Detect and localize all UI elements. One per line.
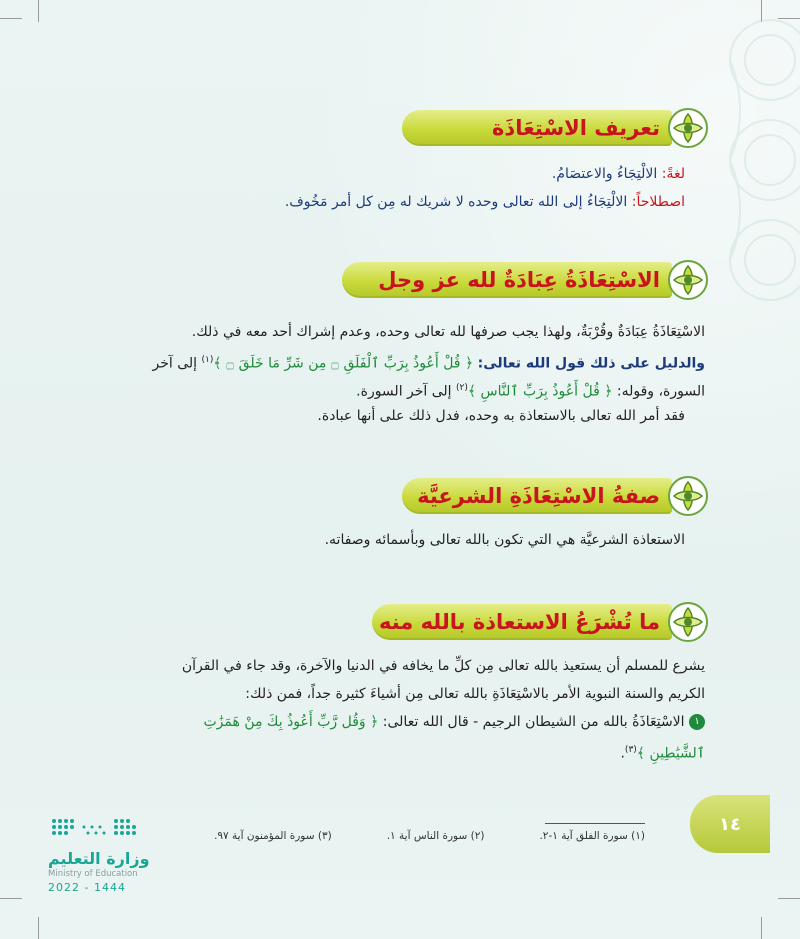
seek-refuge-line-1: يشرع للمسلم أن يستعيذ بالله تعالى مِن كلِّ ما يخافه في الدنيا والآخرة، وقد جاء في القرآن: [181, 658, 705, 674]
section-header-bar: [372, 604, 672, 640]
section-header-legal-form: [402, 476, 710, 516]
section-header-what-to-seek-refuge: [372, 602, 710, 642]
seek-refuge-item-1-cont: [620, 736, 705, 768]
ministry-name-en: Ministry of Education: [48, 869, 138, 879]
quran-verse: ٱلشَّيَٰطِينِ ﴾: [636, 745, 705, 762]
evidence-label: والدليل على ذلك قول الله تعالى:: [477, 355, 705, 372]
crop-mark: [0, 898, 22, 899]
page-number: ١٤: [690, 795, 770, 853]
section-header-bar: [402, 478, 672, 514]
section-header-bar: [342, 262, 672, 298]
worship-line-1: الاسْتِعَاذَةُ عِبَادَةٌ وقُرْبَةٌ، ولهذا يجب صرفها لله تعالى وحده، وعدم إشراك أحد معه في ذلك.: [191, 324, 705, 340]
definition-text: الالْتِجَاءُ والاعتصَامُ.: [551, 166, 662, 182]
definition-label: اصطلاحاً:: [631, 194, 685, 210]
item-end: .: [620, 745, 625, 762]
worship-tail: إلى آخر: [152, 355, 202, 372]
section-header-definition: [402, 108, 710, 148]
crop-mark: [761, 917, 762, 939]
footnote-separator: [545, 823, 645, 824]
definition-label: لغةً:: [661, 166, 685, 182]
footnote-ref: (٢): [456, 383, 468, 393]
definition-linguistic: [552, 160, 685, 188]
worship-line-3: [356, 374, 705, 406]
flower-emblem-icon: [666, 106, 710, 150]
worship-text: السورة، وقوله:: [612, 383, 705, 400]
crop-mark: [778, 898, 800, 899]
crop-mark: [38, 0, 39, 22]
section-title: ما تُشْرَعُ الاستعاذة بالله منه: [378, 610, 660, 634]
arabesque-ornament-icon: [680, 0, 800, 360]
item-text: الاسْتِعَاذَةُ بالله من الشيطان الرجيم - قال الله تعالى:: [378, 714, 689, 730]
definition-text: الالْتِجَاءُ إلى الله تعالى وحده لا شريك له مِن كل أمر مَخُوف.: [284, 194, 632, 210]
quran-verse: ﴿ وَقُل رَّبِّ أَعُوذُ بِكَ مِنْ هَمَزَٰتِ: [203, 714, 379, 730]
quran-verse: ﴿ قُلْ أَعُوذُ بِرَبِّ ٱلنَّاسِ ﴾: [467, 383, 613, 400]
crop-mark: [0, 18, 22, 19]
section-header-worship: [342, 260, 710, 300]
footnote: (٣) سورة المؤمنون آية ٩٧.: [214, 830, 332, 842]
footnote: (١) سورة الفلق آية ١-٢.: [539, 830, 645, 842]
flower-emblem-icon: [666, 474, 710, 518]
worship-line-2: [153, 346, 706, 378]
section-header-bar: [402, 110, 672, 146]
footnote: (٢) سورة الناس آية ١.: [386, 830, 485, 842]
flower-emblem-icon: [666, 600, 710, 644]
footnote-ref: (١): [201, 355, 214, 365]
edition-year: 2022 - 1444: [48, 881, 126, 894]
footnote-ref: (٣): [624, 745, 637, 755]
ministry-logo: [48, 815, 208, 894]
worship-line-4: فقد أمر الله تعالى بالاستعاذة به وحده، فدل ذلك على أنها عبادة.: [317, 408, 685, 424]
section-title: صفةُ الاسْتِعَاذَةِ الشرعيَّة: [417, 484, 660, 508]
legal-form-line: الاستعاذة الشرعيَّة هي التي تكون بالله تعالى وبأسمائه وصفاته.: [324, 532, 685, 548]
ministry-dots-logo-icon: [48, 815, 168, 839]
flower-emblem-icon: [666, 258, 710, 302]
ministry-name-ar: وزارة التعليم: [48, 849, 150, 868]
worship-tail: إلى آخر السورة.: [356, 383, 457, 400]
definition-technical: [285, 188, 685, 216]
seek-refuge-item-1: [203, 708, 705, 736]
footnotes: [214, 830, 645, 842]
crop-mark: [38, 917, 39, 939]
section-title: تعريف الاسْتِعَاذَة: [492, 116, 660, 140]
section-title: الاسْتِعَاذَةُ عِبَادَةٌ لله عز وجل: [378, 268, 660, 292]
item-number-badge: ١: [689, 714, 705, 730]
seek-refuge-line-2: الكريم والسنة النبوية الأمر بالاسْتِعَاذَةِ بالله تعالى مِن أشياءَ كثيرة جداً، فمن ذلك:: [245, 686, 705, 702]
quran-verse: ﴿ قُلْ أَعُوذُ بِرَبِّ ٱلْفَلَقِ ۝ مِن شَرِّ مَا خَلَقَ ۝ ﴾: [213, 355, 478, 372]
